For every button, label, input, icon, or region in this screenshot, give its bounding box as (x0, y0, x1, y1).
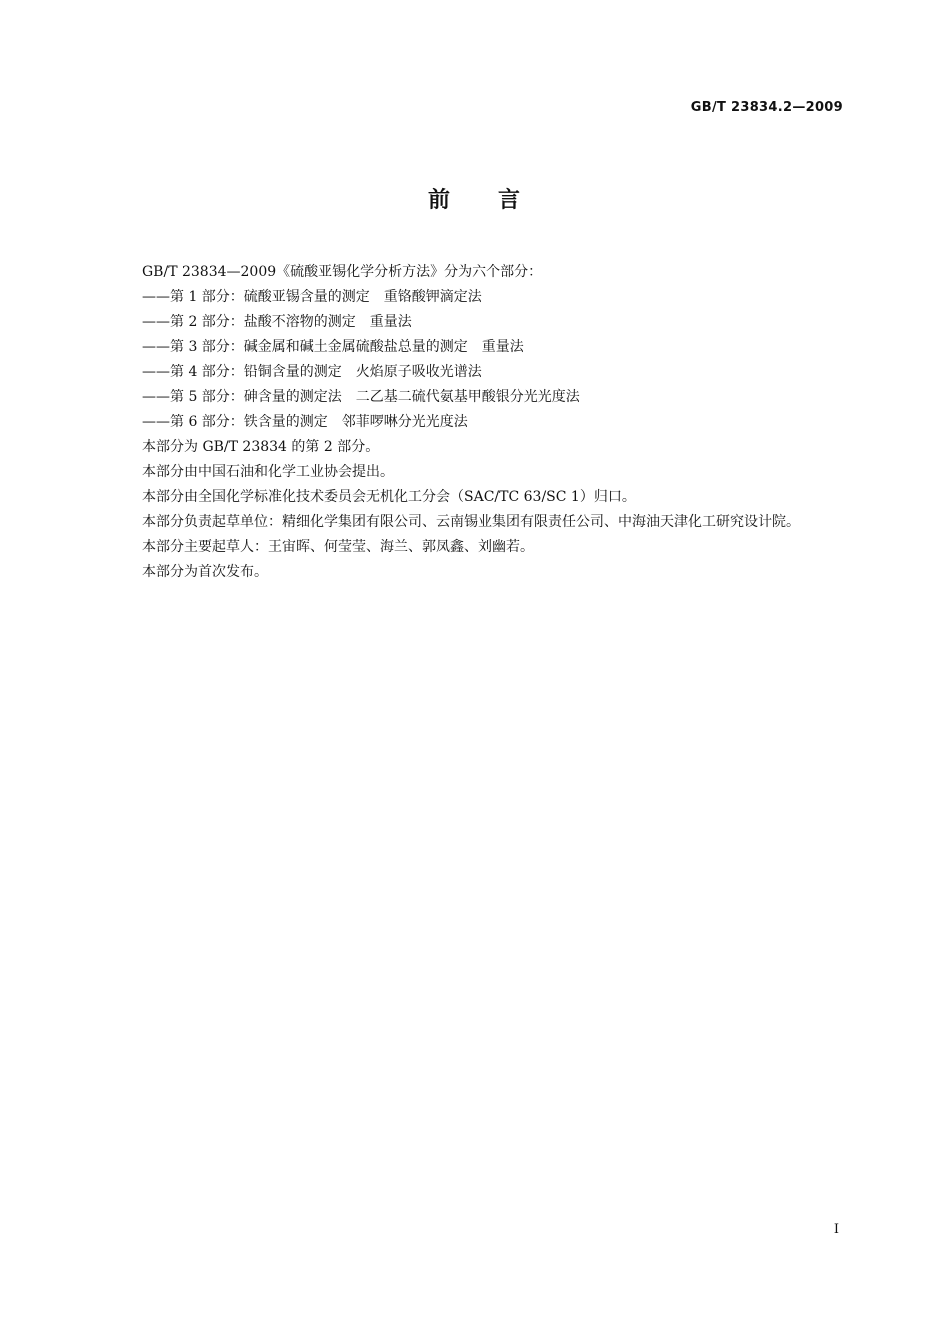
foreword-body (108, 260, 848, 585)
list-item-part-1: ——第 1 部分：硫酸亚锡含量的测定 重铬酸钾滴定法 (142, 289, 482, 305)
title-char-2: 言 (498, 188, 523, 213)
list-item-part-4: ——第 4 部分：铅铜含量的测定 火焰原子吸收光谱法 (142, 364, 482, 380)
paragraph-drafters: 本部分主要起草人：王宙晖、何莹莹、海兰、郭凤鑫、刘幽若。 (142, 539, 534, 555)
paragraph-proposer: 本部分由中国石油和化学工业协会提出。 (142, 464, 394, 480)
paragraph-jurisdiction: 本部分由全国化学标准化技术委员会无机化工分会（SAC/TC 63/SC 1）归口。 (142, 489, 636, 505)
standard-number: GB/T 23834.2—2009 (690, 100, 843, 115)
paragraph-first-release: 本部分为首次发布。 (142, 564, 268, 580)
list-item-part-6: ——第 6 部分：铁含量的测定 邻菲啰啉分光光度法 (142, 414, 468, 430)
paragraph-part-statement: 本部分为 GB/T 23834 的第 2 部分。 (142, 439, 380, 455)
paragraph-drafting-units: 本部分负责起草单位：精细化学集团有限公司、云南锡业集团有限责任公司、中海油天津化工研究设计院。 (142, 514, 800, 530)
list-item-part-3: ——第 3 部分：碱金属和碱土金属硫酸盐总量的测定 重量法 (142, 339, 524, 355)
page-title (0, 183, 950, 214)
paragraph-intro: GB/T 23834—2009《硫酸亚锡化学分析方法》分为六个部分： (142, 264, 543, 280)
list-item-part-5: ——第 5 部分：砷含量的测定法 二乙基二硫代氨基甲酸银分光光度法 (142, 389, 580, 405)
page-number: I (833, 1222, 839, 1237)
list-item-part-2: ——第 2 部分：盐酸不溶物的测定 重量法 (142, 314, 412, 330)
title-char-1: 前 (427, 188, 452, 213)
